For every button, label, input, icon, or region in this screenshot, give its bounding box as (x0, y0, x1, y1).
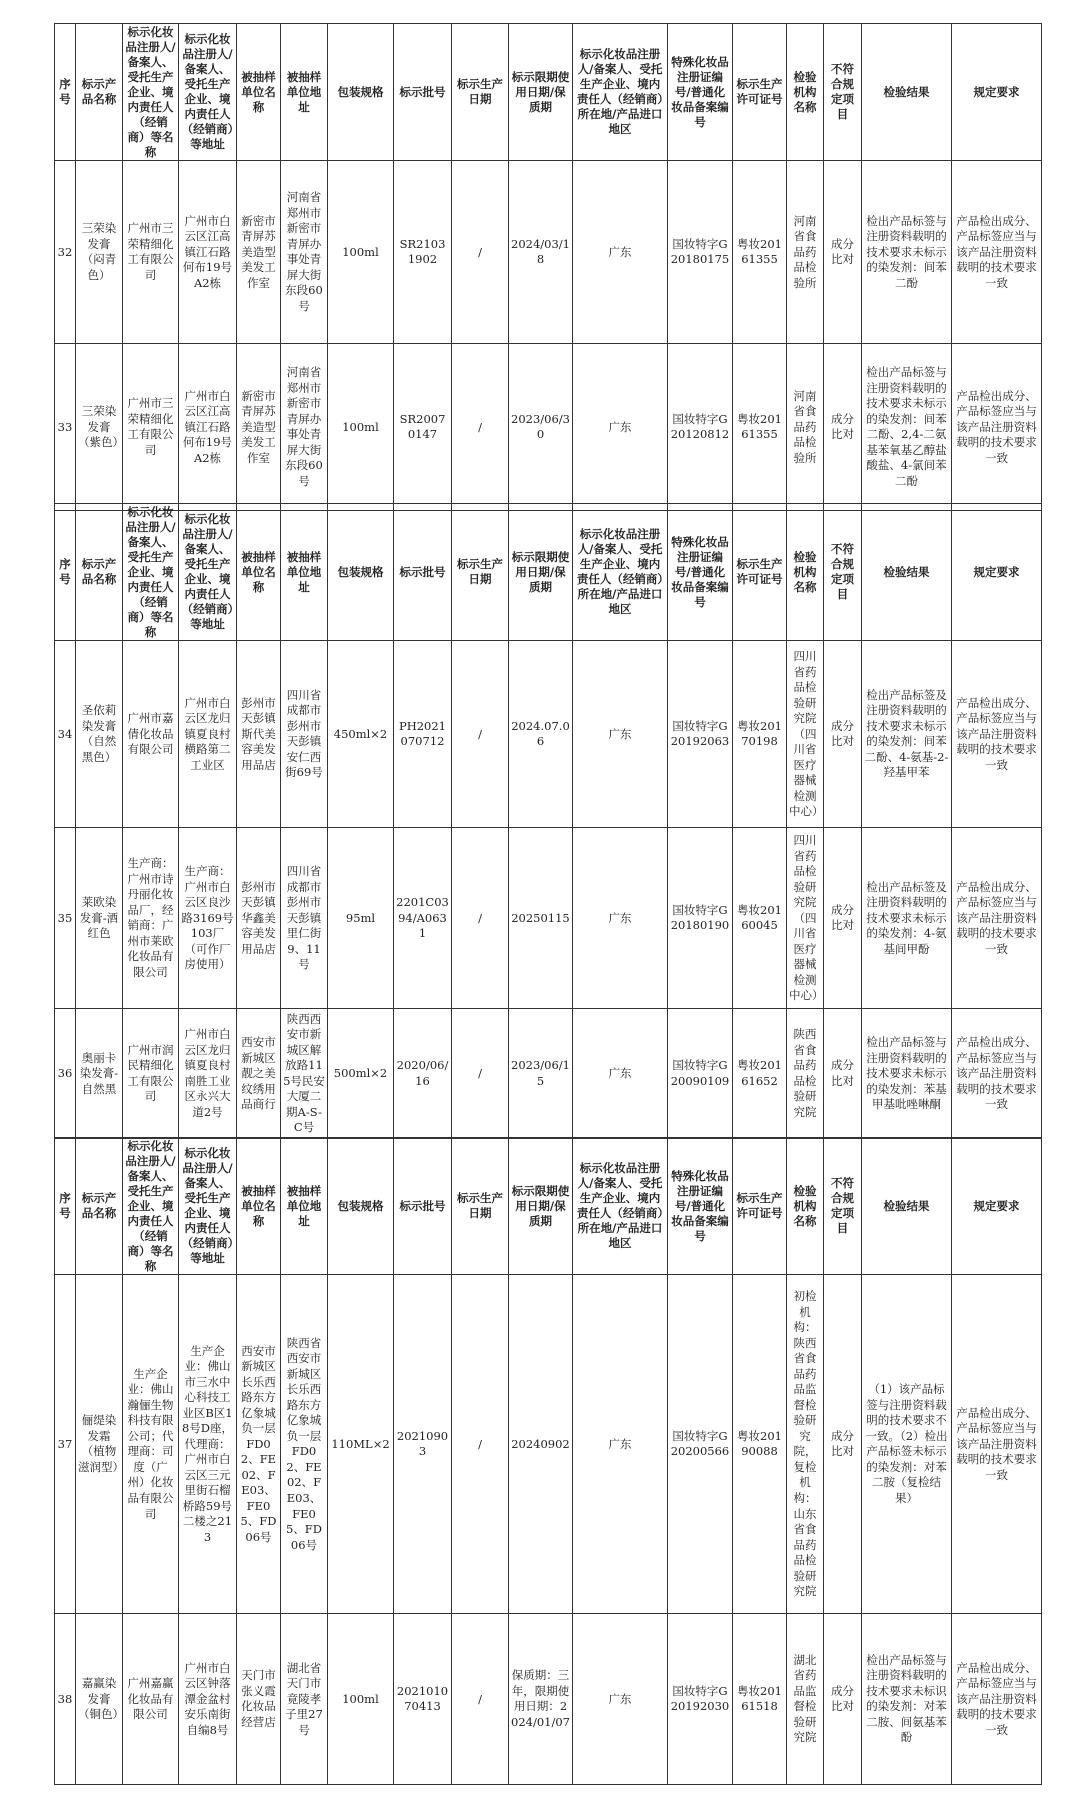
cell-requirement: 产品检出成分、产品标签应当与该产品注册资料载明的技术要求一致 (952, 641, 1042, 828)
header-license-no: 标示生产许可证号 (733, 1138, 787, 1275)
cell-sampled-unit: 天门市张义霞化妆品经营店 (237, 1614, 281, 1785)
header-seq: 序号 (55, 504, 76, 641)
cell-noncompliant-item: 成分比对 (824, 1275, 862, 1614)
header-expiry: 标示限期使用日期/保质期 (509, 1138, 573, 1275)
cell-seq: 34 (55, 641, 76, 828)
cell-noncompliant-item: 成分比对 (824, 1009, 862, 1139)
header-sampled-address: 被抽样单位地址 (281, 504, 328, 641)
cell-product-name: 三荣染发膏（闷青色） (76, 161, 123, 344)
cell-requirement: 产品检出成分、产品标签应当与该产品注册资料载明的技术要求一致 (952, 1009, 1042, 1139)
cell-registrant-address: 广州市白云区江高镇江石路何布19号A2栋 (179, 344, 237, 511)
cell-seq: 37 (55, 1275, 76, 1614)
cell-expiry: 2023/06/30 (509, 344, 573, 511)
cell-registration-no: 国妆特字G20180190 (668, 828, 733, 1009)
cell-sampled-address: 湖北省天门市竟陵孝子里27号 (281, 1614, 328, 1785)
table-row (55, 1009, 1042, 1139)
header-license-no: 标示生产许可证号 (733, 24, 787, 161)
cell-test-result: 检出产品标签及注册资料载明的技术要求未标示的染发剂：4-氨基间甲酚 (862, 828, 952, 1009)
cell-registration-no: 国妆特字G20192030 (668, 1614, 733, 1785)
header-product-name: 标示产品名称 (76, 24, 123, 161)
header-test-result: 检验结果 (862, 24, 952, 161)
cell-origin-region: 广东 (573, 828, 668, 1009)
table-row (55, 344, 1042, 511)
cell-noncompliant-item: 成分比对 (824, 344, 862, 511)
header-package-spec: 包装规格 (328, 504, 394, 641)
cell-registrant-address: 广州市白云区江高镇江石路何布19号A2栋 (179, 161, 237, 344)
header-origin-region: 标示化妆品注册人/备案人、受托生产企业、境内责任人（经销商）所在地/产品进口地区 (573, 1138, 668, 1275)
cell-batch-no: SR21031902 (394, 161, 452, 344)
cell-license-no: 粤妆20161355 (733, 161, 787, 344)
table-row (55, 641, 1042, 828)
cell-sampled-unit: 西安市新城区靓之美纹绣用品商行 (237, 1009, 281, 1139)
header-origin-region: 标示化妆品注册人/备案人、受托生产企业、境内责任人（经销商）所在地/产品进口地区 (573, 24, 668, 161)
cell-production-date: / (452, 1614, 509, 1785)
cell-noncompliant-item: 成分比对 (824, 161, 862, 344)
header-test-result: 检验结果 (862, 504, 952, 641)
inspection-table-2 (54, 503, 1042, 1139)
cell-requirement: 产品检出成分、产品标签应当与该产品注册资料载明的技术要求一致 (952, 1275, 1042, 1614)
header-registrant-name: 标示化妆品注册人/备案人、受托生产企业、境内责任人（经销商）等名称 (123, 24, 179, 161)
cell-batch-no: 202101070413 (394, 1614, 452, 1785)
cell-registrant-address: 广州市白云区钟落潭金盆村安乐南街自编8号 (179, 1614, 237, 1785)
cell-license-no: 粤妆20161355 (733, 344, 787, 511)
cell-license-no: 粤妆20170198 (733, 641, 787, 828)
cell-sampled-address: 陕西省西安市新城区长乐西路东方亿象城负一层FD02、FE02、FE03、FE05、FD06号 (281, 1275, 328, 1614)
header-requirement: 规定要求 (952, 504, 1042, 641)
cell-seq: 38 (55, 1614, 76, 1785)
header-batch-no: 标示批号 (394, 1138, 452, 1275)
cell-expiry: 20240902 (509, 1275, 573, 1614)
cell-registrant-address: 生产企业：佛山市三水中心科技工业区B区18号D座，代理商：广州市白云区三元里街石榴桥路59号二楼之213 (179, 1275, 237, 1614)
cell-registrant-address: 生产商：广州市白云区良沙路3169号103厂（可作厂房使用） (179, 828, 237, 1009)
cell-package-spec: 100ml (328, 344, 394, 511)
header-production-date: 标示生产日期 (452, 1138, 509, 1275)
cell-origin-region: 广东 (573, 641, 668, 828)
cell-sampled-unit: 彭州市天彭镇斯代美容美发用品店 (237, 641, 281, 828)
cell-test-result: 检出产品标签与注册资料载明的技术要求未标示的染发剂：间苯二酚、2,4-二氨基苯氧基乙醇盐酸盐、4-氯间苯二酚 (862, 344, 952, 511)
cell-package-spec: 100ml (328, 1614, 394, 1785)
cell-sampled-unit: 西安市新城区长乐西路东方亿象城负一层FD02、FE02、FE03、FE05、FD06号 (237, 1275, 281, 1614)
cell-sampled-unit: 彭州市天彭镇华鑫美容美发用品店 (237, 828, 281, 1009)
header-noncompliant-item: 不符合规定项目 (824, 24, 862, 161)
cell-package-spec: 95ml (328, 828, 394, 1009)
header-requirement: 规定要求 (952, 24, 1042, 161)
cell-batch-no: 20210903 (394, 1275, 452, 1614)
header-seq: 序号 (55, 24, 76, 161)
cell-license-no: 粤妆20161652 (733, 1009, 787, 1139)
cell-expiry: 20250115 (509, 828, 573, 1009)
cell-production-date: / (452, 161, 509, 344)
cell-expiry: 2024/03/18 (509, 161, 573, 344)
cell-production-date: / (452, 828, 509, 1009)
cell-license-no: 粤妆20160045 (733, 828, 787, 1009)
cell-registrant-name: 广州市润民精细化工有限公司 (123, 1009, 179, 1139)
header-product-name: 标示产品名称 (76, 504, 123, 641)
cell-batch-no: 2201C0394/A0631 (394, 828, 452, 1009)
cell-expiry: 2023/06/15 (509, 1009, 573, 1139)
cell-package-spec: 450ml×2 (328, 641, 394, 828)
cell-batch-no: PH2021070712 (394, 641, 452, 828)
cell-sampled-address: 四川省成都市彭州市天彭镇里仁街9、11号 (281, 828, 328, 1009)
cell-sampled-address: 陕西西安市新城区解放路115号民安大厦二期A-S-C号 (281, 1009, 328, 1139)
header-noncompliant-item: 不符合规定项目 (824, 1138, 862, 1275)
cell-registrant-name: 广州市三荣精细化工有限公司 (123, 344, 179, 511)
cell-origin-region: 广东 (573, 1275, 668, 1614)
header-expiry: 标示限期使用日期/保质期 (509, 504, 573, 641)
cell-registration-no: 国妆特字G20192063 (668, 641, 733, 828)
header-sampled-address: 被抽样单位地址 (281, 24, 328, 161)
cell-package-spec: 500ml×2 (328, 1009, 394, 1139)
cell-registrant-name: 广州市三荣精细化工有限公司 (123, 161, 179, 344)
cell-registrant-name: 广州嘉赢化妆品有限公司 (123, 1614, 179, 1785)
header-production-date: 标示生产日期 (452, 24, 509, 161)
cell-seq: 35 (55, 828, 76, 1009)
header-registrant-name: 标示化妆品注册人/备案人、受托生产企业、境内责任人（经销商）等名称 (123, 1138, 179, 1275)
cell-seq: 33 (55, 344, 76, 511)
cell-requirement: 产品检出成分、产品标签应当与该产品注册资料载明的技术要求一致 (952, 828, 1042, 1009)
header-sampled-unit: 被抽样单位名称 (237, 24, 281, 161)
cell-product-name: 奥丽卡染发膏-自然黑 (76, 1009, 123, 1139)
header-test-agency: 检验机构名称 (787, 504, 824, 641)
cell-requirement: 产品检出成分、产品标签应当与该产品注册资料载明的技术要求一致 (952, 1614, 1042, 1785)
cell-test-agency: 初检机构：陕西省食品药品监督检验研究院，复检机构：山东省食品药品检验研究院 (787, 1275, 824, 1614)
header-test-agency: 检验机构名称 (787, 24, 824, 161)
header-test-result: 检验结果 (862, 1138, 952, 1275)
header-registrant-address: 标示化妆品注册人/备案人、受托生产企业、境内责任人（经销商）等地址 (179, 24, 237, 161)
cell-production-date: / (452, 1009, 509, 1139)
cell-test-agency: 四川省药品检验研究院（四川省医疗器械检测中心） (787, 641, 824, 828)
table-header-row (55, 504, 1042, 641)
table-header-row (55, 1138, 1042, 1275)
cell-test-result: 检出产品标签与注册资料载明的技术要求未标识的染发剂：对苯二胺、间氨基苯酚 (862, 1614, 952, 1785)
header-registrant-address: 标示化妆品注册人/备案人、受托生产企业、境内责任人（经销商）等地址 (179, 1138, 237, 1275)
cell-noncompliant-item: 成分比对 (824, 641, 862, 828)
cell-test-result: 检出产品标签与注册资料载明的技术要求未标示的染发剂：苯基甲基吡唑啉酮 (862, 1009, 952, 1139)
table-row (55, 161, 1042, 344)
inspection-table-3 (54, 1137, 1042, 1785)
header-sampled-unit: 被抽样单位名称 (237, 1138, 281, 1275)
cell-expiry: 保质期：三年，限期使用日期：2024/01/07 (509, 1614, 573, 1785)
cell-noncompliant-item: 成分比对 (824, 1614, 862, 1785)
cell-test-result: 检出产品标签及注册资料载明的技术要求未标示的染发剂：间苯二酚、4-氨基-2-羟基甲苯 (862, 641, 952, 828)
header-seq: 序号 (55, 1138, 76, 1275)
cell-product-name: 莱欧染发膏-酒红色 (76, 828, 123, 1009)
cell-package-spec: 110ML×2 (328, 1275, 394, 1614)
cell-sampled-address: 河南省郑州市新密市青屏办事处青屏大街东段60号 (281, 161, 328, 344)
cell-production-date: / (452, 641, 509, 828)
cell-sampled-address: 四川省成都市彭州市天彭镇安仁西街69号 (281, 641, 328, 828)
cell-sampled-unit: 新密市青屏苏美造型美发工作室 (237, 344, 281, 511)
header-expiry: 标示限期使用日期/保质期 (509, 24, 573, 161)
cell-seq: 32 (55, 161, 76, 344)
header-requirement: 规定要求 (952, 1138, 1042, 1275)
table-row (55, 1275, 1042, 1614)
cell-batch-no: 2020/06/16 (394, 1009, 452, 1139)
header-product-name: 标示产品名称 (76, 1138, 123, 1275)
header-noncompliant-item: 不符合规定项目 (824, 504, 862, 641)
cell-production-date: / (452, 1275, 509, 1614)
cell-test-result: （1）该产品标签与注册资料载明的技术要求不一致。（2）检出产品标签未标示的染发剂：对苯二胺（复检结果） (862, 1275, 952, 1614)
cell-registration-no: 国妆特字G20180175 (668, 161, 733, 344)
header-sampled-address: 被抽样单位地址 (281, 1138, 328, 1275)
header-registration-no: 特殊化妆品注册证编号/普通化妆品备案编号 (668, 24, 733, 161)
cell-registrant-name: 广州市嘉倩化妆品有限公司 (123, 641, 179, 828)
cell-product-name: 俪缇染发霜（植物滋润型） (76, 1275, 123, 1614)
cell-requirement: 产品检出成分、产品标签应当与该产品注册资料载明的技术要求一致 (952, 161, 1042, 344)
header-origin-region: 标示化妆品注册人/备案人、受托生产企业、境内责任人（经销商）所在地/产品进口地区 (573, 504, 668, 641)
cell-origin-region: 广东 (573, 1009, 668, 1139)
cell-origin-region: 广东 (573, 344, 668, 511)
cell-noncompliant-item: 成分比对 (824, 828, 862, 1009)
cell-expiry: 2024.07.06 (509, 641, 573, 828)
cell-test-result: 检出产品标签与注册资料载明的技术要求未标示的染发剂：间苯二酚 (862, 161, 952, 344)
cell-test-agency: 湖北省药品监督检验研究院 (787, 1614, 824, 1785)
header-production-date: 标示生产日期 (452, 504, 509, 641)
cell-license-no: 粤妆20161518 (733, 1614, 787, 1785)
cell-registrant-address: 广州市白云区龙归镇夏良村横路第二工业区 (179, 641, 237, 828)
header-registration-no: 特殊化妆品注册证编号/普通化妆品备案编号 (668, 504, 733, 641)
table-header-row (55, 24, 1042, 161)
table-row (55, 828, 1042, 1009)
header-sampled-unit: 被抽样单位名称 (237, 504, 281, 641)
header-registrant-address: 标示化妆品注册人/备案人、受托生产企业、境内责任人（经销商）等地址 (179, 504, 237, 641)
cell-product-name: 三荣染发膏（紫色） (76, 344, 123, 511)
cell-production-date: / (452, 344, 509, 511)
table-row (55, 1614, 1042, 1785)
cell-registration-no: 国妆特字G20090109 (668, 1009, 733, 1139)
cell-license-no: 粤妆20190088 (733, 1275, 787, 1614)
cell-seq: 36 (55, 1009, 76, 1139)
cell-registrant-address: 广州市白云区龙归镇夏良村南胜工业区永兴大道2号 (179, 1009, 237, 1139)
cell-batch-no: SR20070147 (394, 344, 452, 511)
cell-sampled-unit: 新密市青屏苏美造型美发工作室 (237, 161, 281, 344)
cell-test-agency: 河南省食品药品检验所 (787, 344, 824, 511)
header-license-no: 标示生产许可证号 (733, 504, 787, 641)
inspection-table-1 (54, 23, 1042, 511)
cell-requirement: 产品检出成分、产品标签应当与该产品注册资料载明的技术要求一致 (952, 344, 1042, 511)
cell-registrant-name: 生产商：广州市诗丹丽化妆品厂，经销商：广州市莱欧化妆品有限公司 (123, 828, 179, 1009)
cell-origin-region: 广东 (573, 1614, 668, 1785)
header-test-agency: 检验机构名称 (787, 1138, 824, 1275)
header-registration-no: 特殊化妆品注册证编号/普通化妆品备案编号 (668, 1138, 733, 1275)
cell-registrant-name: 生产企业：佛山瀚俪生物科技有限公司；代理商：司度（广州）化妆品有限公司 (123, 1275, 179, 1614)
cell-product-name: 嘉赢染发膏（铜色） (76, 1614, 123, 1785)
cell-test-agency: 四川省药品检验研究院（四川省医疗器械检测中心） (787, 828, 824, 1009)
cell-product-name: 圣依莉染发膏（自然黑色） (76, 641, 123, 828)
cell-test-agency: 河南省食品药品检验所 (787, 161, 824, 344)
header-package-spec: 包装规格 (328, 24, 394, 161)
cell-test-agency: 陕西省食品药品检验研究院 (787, 1009, 824, 1139)
cell-origin-region: 广东 (573, 161, 668, 344)
cell-registration-no: 国妆特字G20120812 (668, 344, 733, 511)
cell-sampled-address: 河南省郑州市新密市青屏办事处青屏大街东段60号 (281, 344, 328, 511)
cell-package-spec: 100ml (328, 161, 394, 344)
cell-registration-no: 国妆特字G20200566 (668, 1275, 733, 1614)
header-batch-no: 标示批号 (394, 504, 452, 641)
header-package-spec: 包装规格 (328, 1138, 394, 1275)
header-batch-no: 标示批号 (394, 24, 452, 161)
header-registrant-name: 标示化妆品注册人/备案人、受托生产企业、境内责任人（经销商）等名称 (123, 504, 179, 641)
